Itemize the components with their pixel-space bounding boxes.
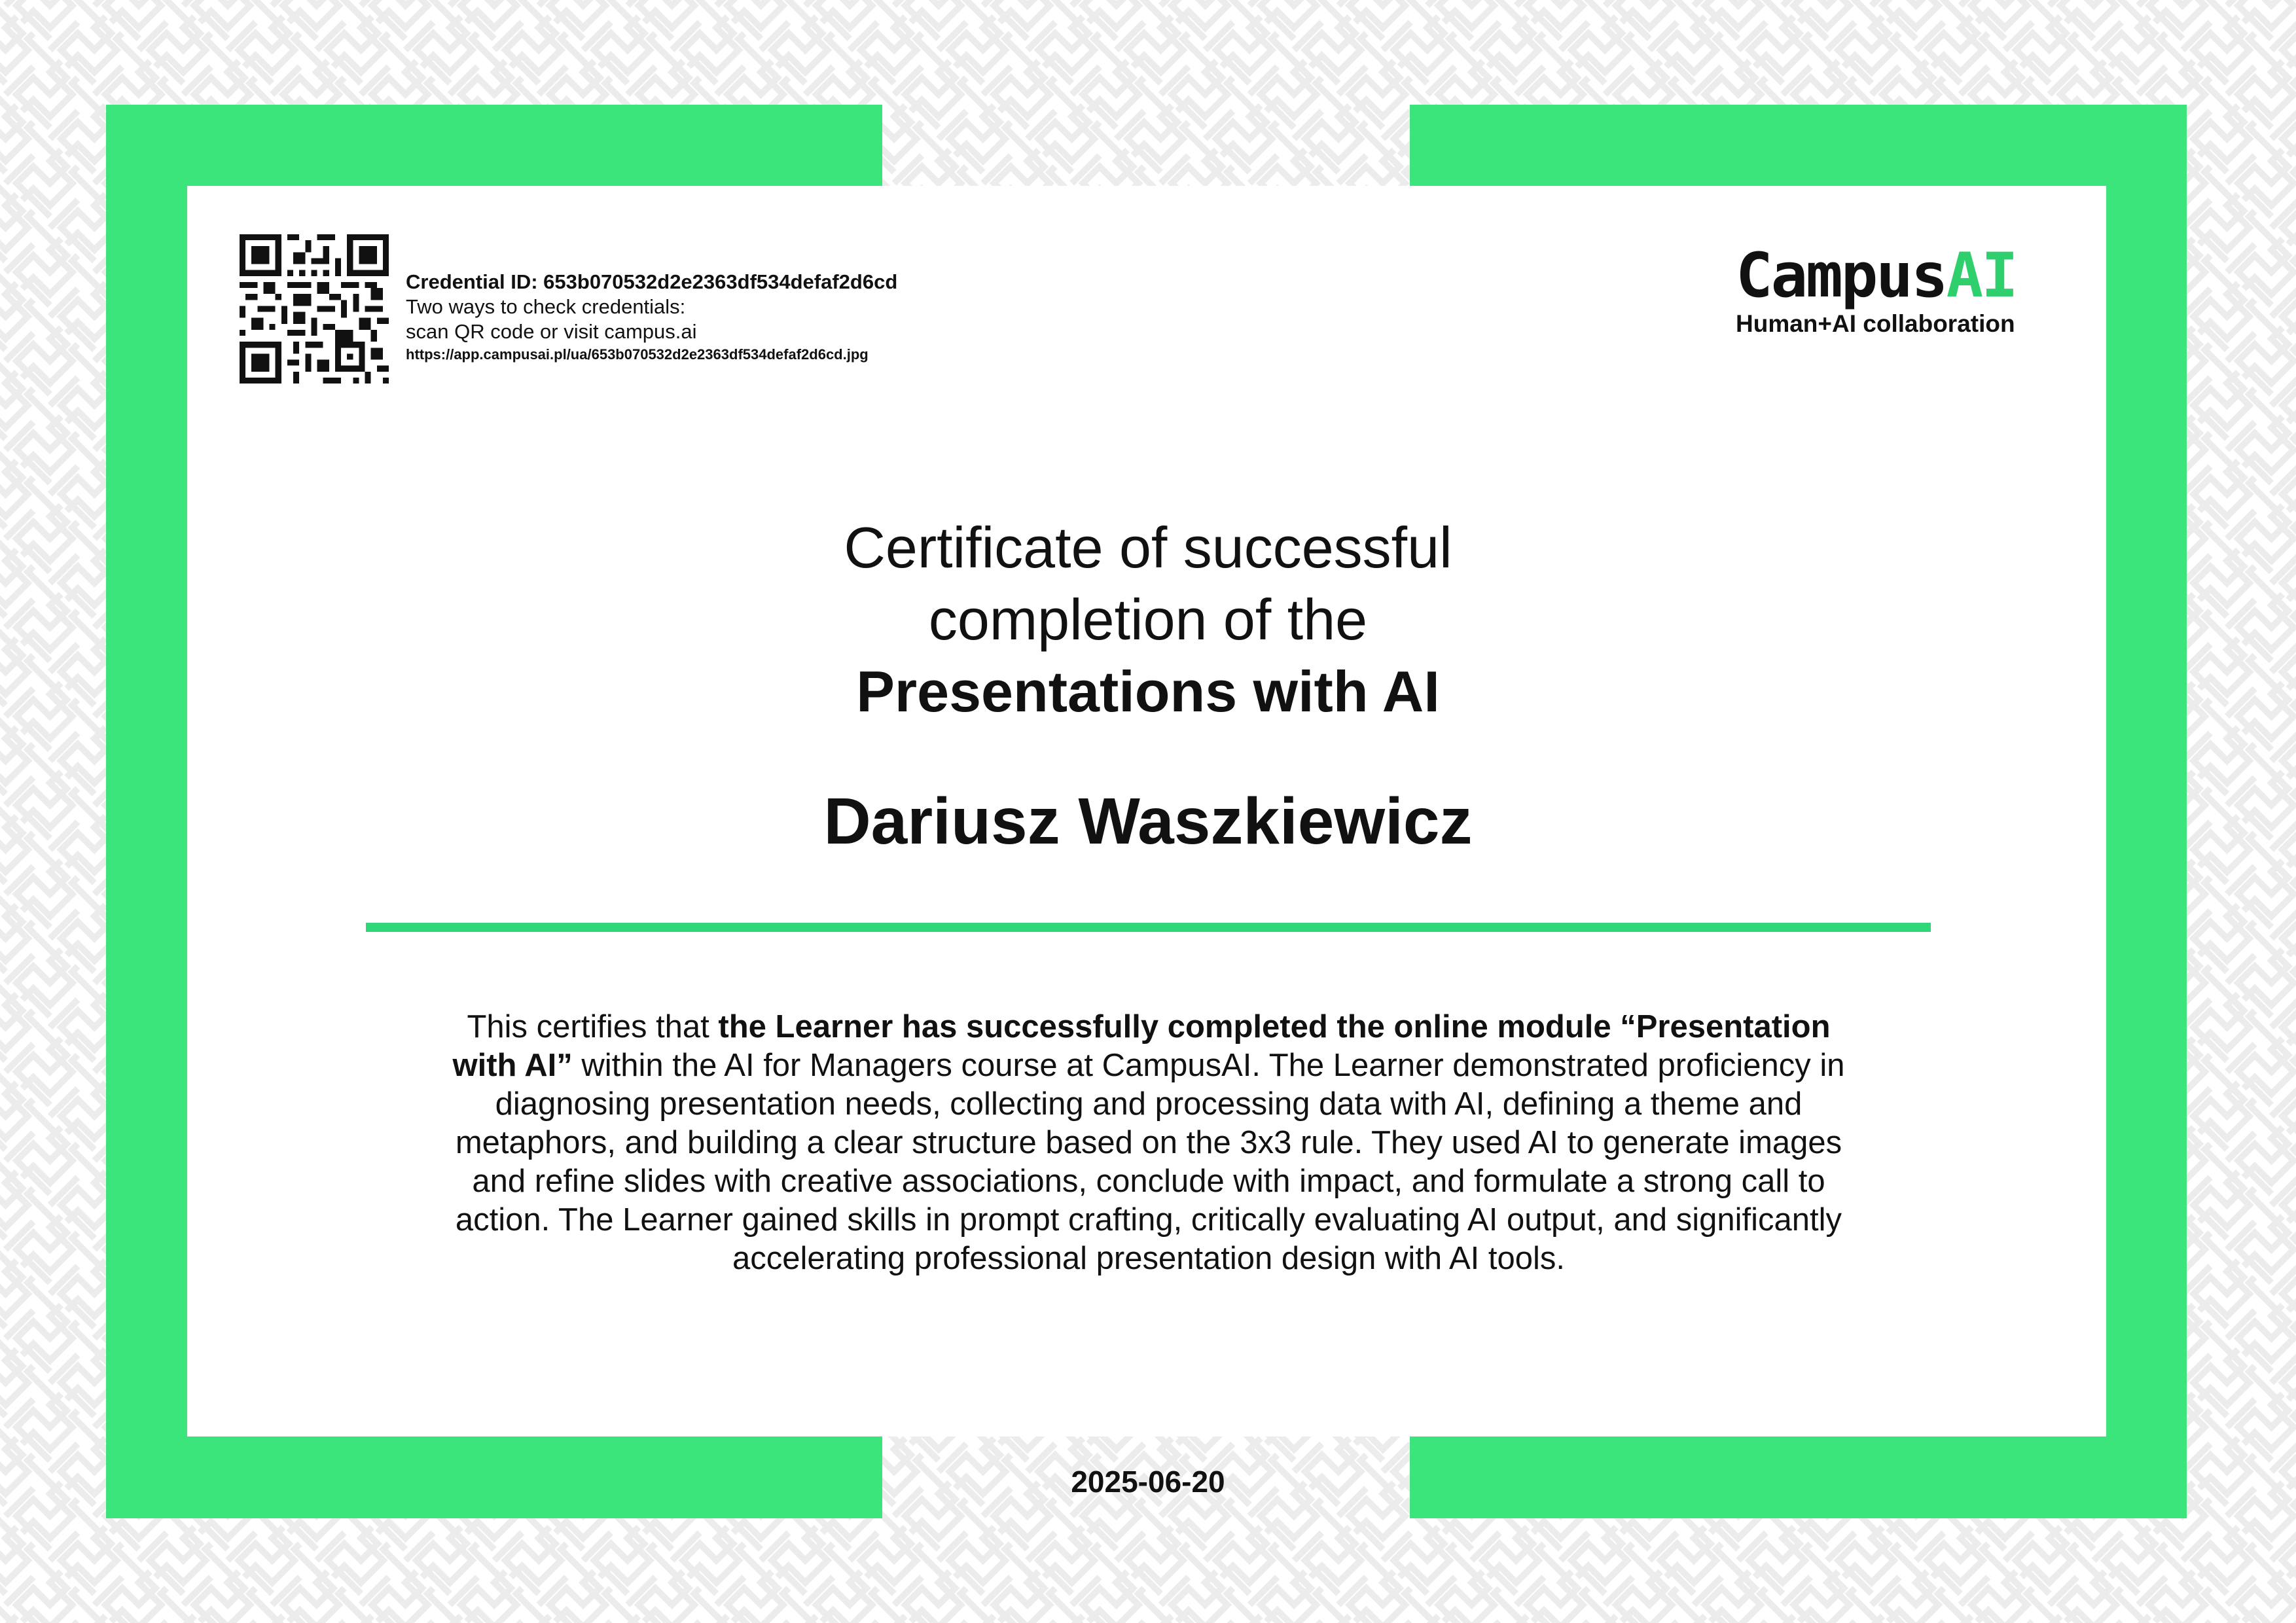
credential-check-line1: Two ways to check credentials: xyxy=(406,295,686,318)
logo-word-ai: AI xyxy=(1946,240,2017,312)
campusai-logo xyxy=(1736,240,2017,339)
course-name: Presentations with AI xyxy=(856,659,1440,724)
description-rest: within the AI for Managers course at CampusAI. The Learner demonstrated proficiency in diagnosing presentation needs, collecting and processing data with AI, defining a theme and metaphors, and building a clear structure based on the 3x3 rule. They used AI to generate images and refine slides with creative associations, conclude with impact, and formulate a strong call to action. The Learner gained skills in prompt crafting, critically evaluating AI output, and significantly accelerating professional presentation design with AI tools. xyxy=(455,1048,1845,1276)
credential-url[interactable]: https://app.campusai.pl/ua/653b070532d2e2363df534defaf2d6cd.jpg xyxy=(406,346,869,363)
credential-check-line2: scan QR code or visit campus.ai xyxy=(406,320,697,343)
frame-top-left xyxy=(106,105,882,186)
divider-line xyxy=(366,923,1931,932)
title-line2: completion of the xyxy=(928,587,1368,652)
certificate-description xyxy=(432,1008,1865,1278)
credential-info xyxy=(406,270,897,365)
description-intro: This certifies that xyxy=(467,1009,719,1044)
logo-wordmark xyxy=(1736,240,2017,312)
description-bold: the Learner has successfully completed the online module “Presentation with AI” xyxy=(452,1009,1831,1083)
credential-id xyxy=(406,270,897,294)
logo-tagline: Human+AI collaboration xyxy=(1736,310,2015,337)
credential-id-value: 653b070532d2e2363df534defaf2d6cd xyxy=(543,270,898,293)
issue-date: 2025-06-20 xyxy=(1071,1465,1225,1499)
logo-word-campus: Campus xyxy=(1736,240,1946,312)
certificate-title xyxy=(0,512,2296,728)
frame-top-right xyxy=(1410,105,2187,186)
title-line1: Certificate of successful xyxy=(844,515,1452,580)
credential-id-label: Credential ID: xyxy=(406,270,538,293)
qr-code[interactable] xyxy=(240,234,389,383)
learner-name: Dariusz Waszkiewicz xyxy=(823,785,1473,858)
